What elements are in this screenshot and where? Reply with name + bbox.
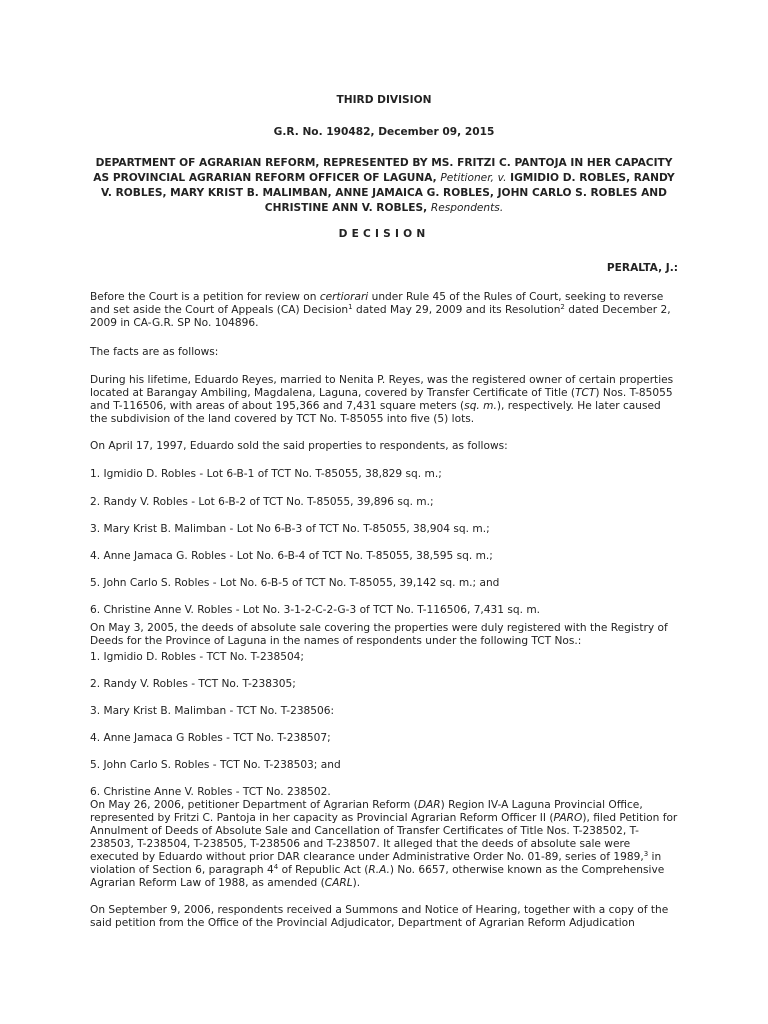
list-item: 5. John Carlo S. Robles - TCT No. T-238503; and [90, 759, 341, 771]
respondents-label: Respondents [430, 202, 500, 214]
list-item: 5. John Carlo S. Robles - Lot No. 6-B-5 of TCT No. T-85055, 39,142 sq. m.; and [90, 577, 500, 589]
paragraph-facts-intro: The facts are as follows: [90, 346, 219, 358]
list-item: 6. Christine Anne V. Robles - TCT No. 238502. [90, 786, 331, 798]
division-heading: THIRD DIVISION [336, 94, 432, 106]
ponente: PERALTA, J.: [606, 262, 678, 274]
paragraph-ownership: During his lifetime, Eduardo Reyes, married to Nenita P. Reyes, was the registered owner of certain properties located at Barangay Ambiling, Magdalena, Laguna, covered by Transfer Certificate of Title (TCT) Nos. T-85055 and T-116506, with areas of about 195,366 and 7,431 square meters (sq. m.), respectively. He later caused the subdivision of the land covered by TCT No. T-85055 into five (5) lots. [90, 374, 674, 425]
list-item: 2. Randy V. Robles - Lot 6-B-2 of TCT No. T-85055, 39,896 sq. m.; [90, 496, 434, 508]
paragraph-summons: On September 9, 2006, respondents received a Summons and Notice of Hearing, together with a copy of the said petition from the Office of the Provincial Adjudicator, Department of Agrarian Reform Adjudication [90, 904, 669, 929]
list-item: 4. Anne Jamaca G Robles - TCT No. T-238507; [90, 732, 331, 744]
footnote-ref[interactable]: 4 [273, 863, 279, 871]
list-item: 2. Randy V. Robles - TCT No. T-238305; [90, 678, 296, 690]
list-item: 6. Christine Anne V. Robles - Lot No. 3-1-2-C-2-G-3 of TCT No. T-116506, 7,431 sq. m. [90, 604, 541, 616]
petitioner-label: Petitioner [440, 172, 491, 184]
decision-title: DECISION [338, 228, 430, 240]
paragraph-petition: On May 26, 2006, petitioner Department of Agrarian Reform (DAR) Region IV-A Laguna Provincial Office, represented by Fritzi C. Pantoja in her capacity as Provincial Agrarian Reform Officer II (PARO), filed Petition for Annulment of Deeds of Absolute Sale and Cancellation of Transfer Certificates of Title Nos. T-238502, T-238503, T-238504, T-238505, T-238506 and T-238507. It alleged that the deeds of absolute sale were executed by Eduardo without prior DAR clearance under Administrative Order No. 01-89, series of 1989,$^3$ in violation of Section 6, paragraph $4^4$ of Republic Act (R.A.) No. 6657, otherwise known as the Comprehensive Agrarian Reform Law of 1988, as amended (CARL). [90, 799, 678, 889]
case-number: G.R. No. 190482, December 09, 2015 [273, 126, 495, 138]
list-item: 3. Mary Krist B. Malimban - Lot No 6-B-3 of TCT No. T-85055, 38,904 sq. m.; [90, 523, 490, 535]
list-item: 1. Igmidio D. Robles - Lot 6-B-1 of TCT No. T-85055, 38,829 sq. m.; [90, 468, 442, 480]
list-item: 1. Igmidio D. Robles - TCT No. T-238504; [90, 651, 304, 663]
case-parties: DEPARTMENT OF AGRARIAN REFORM, REPRESENTED BY MS. FRITZI C. PANTOJA IN HER CAPACITY AS PROVINCIAL AGRARIAN REFORM OFFICER OF LAGUNA, Petitioner, v. IGMIDIO D. ROBLES, RANDY V. ROBLES, MARY KRIST B. MALIMBAN, ANNE JAMAICA G. ROBLES, JOHN CARLO S. ROBLES AND CHRISTINE ANN V. ROBLES, Respondents. [93, 157, 675, 214]
petitioner-names: DEPARTMENT OF AGRARIAN REFORM, REPRESENTED BY MS. FRITZI C. PANTOJA IN HER CAPACITY AS PROVINCIAL AGRARIAN REFORM OFFICER OF LAGUNA [93, 157, 673, 184]
footnote-ref[interactable]: 3 [643, 850, 649, 858]
paragraph-registration: On May 3, 2005, the deeds of absolute sale covering the properties were duly registered with the Registry of Deeds for the Province of Laguna in the names of respondents under the following TCT Nos.: [90, 622, 668, 647]
footnote-ref[interactable]: 2 [560, 303, 565, 311]
footnote-ref[interactable]: 1 [348, 303, 353, 311]
paragraph-intro: Before the Court is a petition for review on certiorari under Rule 45 of the Rules of Court, seeking to reverse and set aside the Court of Appeals (CA) Decision$^1$ dated May 29, 2009 and its Resolution$^2$ dated December 2, 2009 in CA-G.R. SP No. 104896. [90, 291, 671, 329]
paragraph-sale: On April 17, 1997, Eduardo sold the said properties to respondents, as follows: [90, 440, 508, 452]
versus-label: v. [497, 172, 507, 184]
list-item: 3. Mary Krist B. Malimban - TCT No. T-238506: [90, 705, 335, 717]
respondent-names: IGMIDIO D. ROBLES, RANDY V. ROBLES, MARY KRIST B. MALIMBAN, ANNE JAMAICA G. ROBLES, JOHN CARLO S. ROBLES AND CHRISTINE ANN V. ROBLES [101, 172, 675, 214]
list-item: 4. Anne Jamaca G. Robles - Lot No. 6-B-4 of TCT No. T-85055, 38,595 sq. m.; [90, 550, 493, 562]
